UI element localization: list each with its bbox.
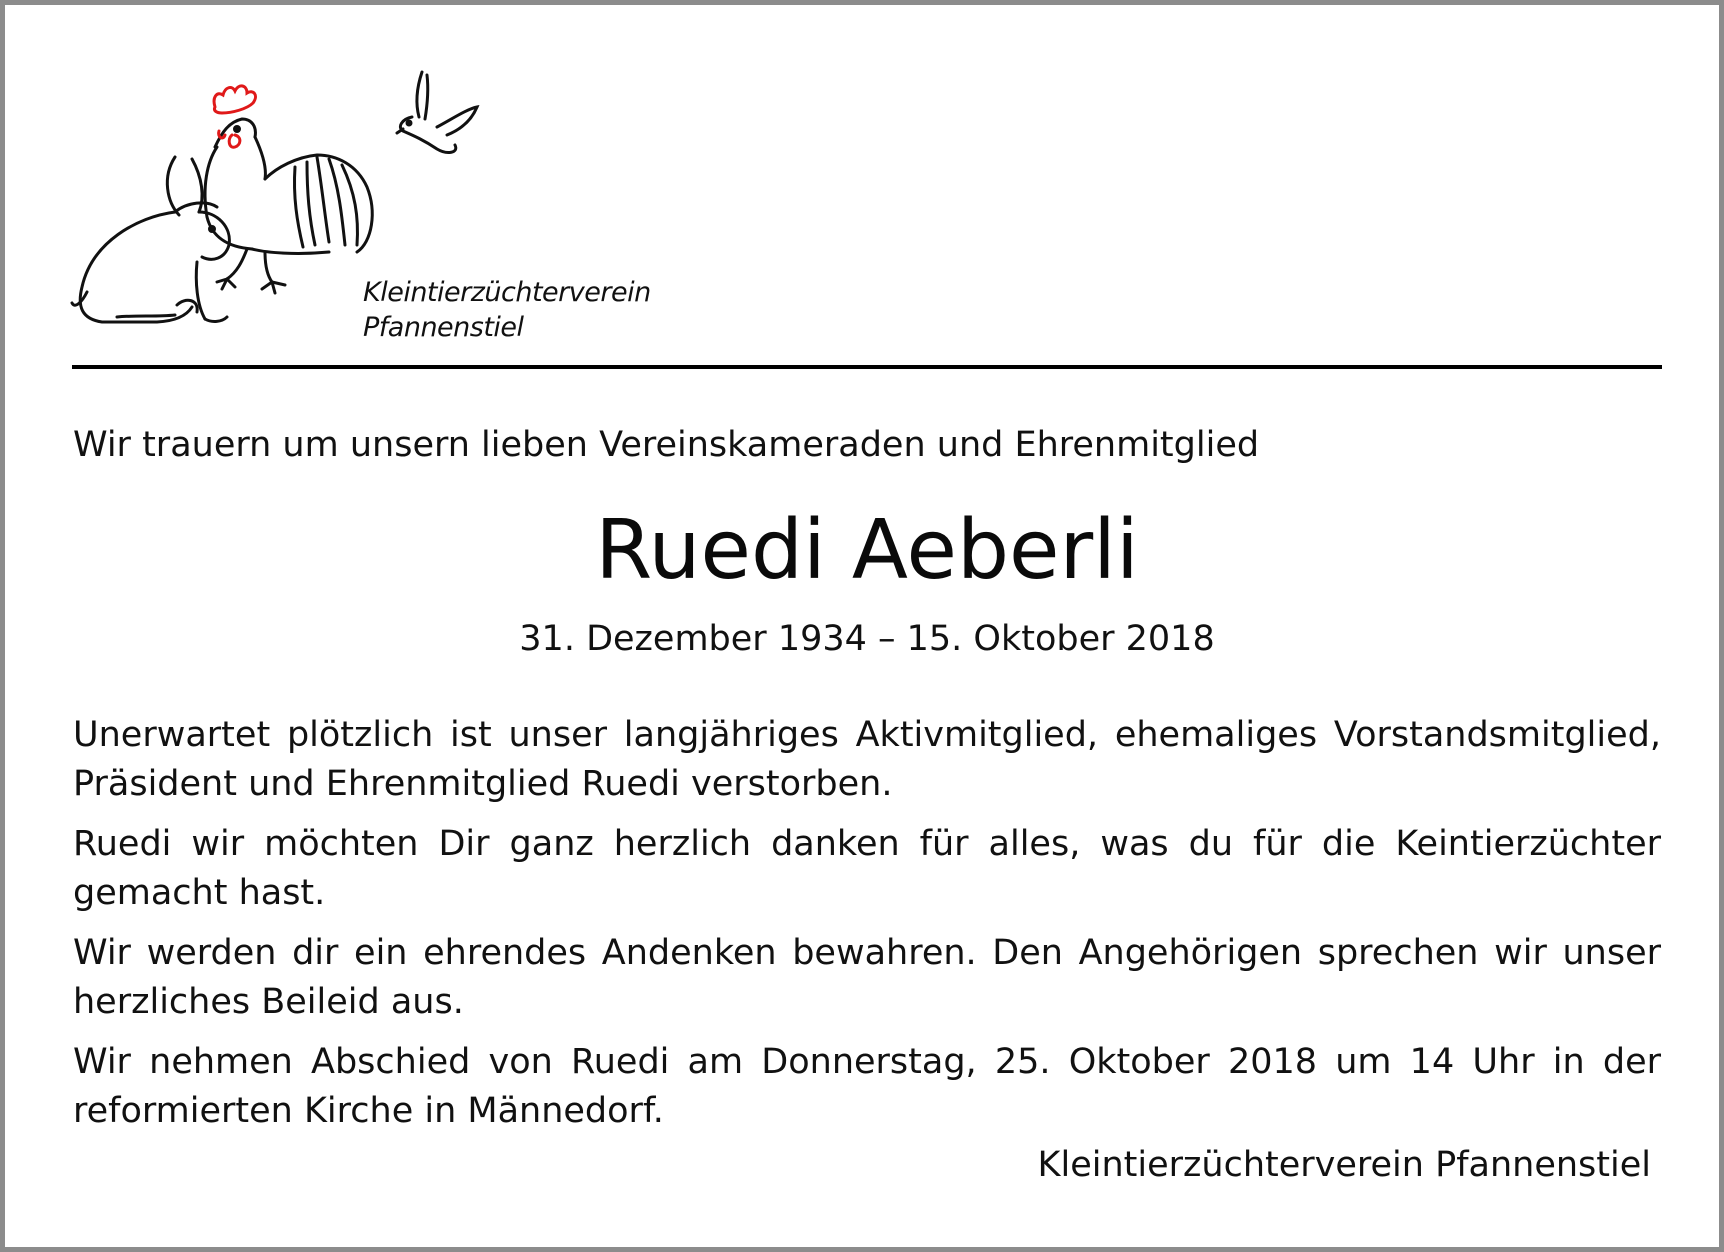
signature: Kleintierzüchterverein Pfannenstiel [1037,1145,1651,1185]
notice-body [73,711,1661,1147]
dove-icon [397,72,477,152]
header-divider [72,365,1662,369]
body-paragraph: Wir werden dir ein ehrendes Andenken bewahren. Den Angehörigen sprechen wir unser herzliches Beileid aus. [73,933,1661,1022]
body-paragraph: Ruedi wir möchten Dir ganz herzlich danken für alles, was du für die Keintierzüchter gemacht hast. [73,824,1661,913]
body-paragraph: Wir nehmen Abschied von Ruedi am Donnerstag, 25. Oktober 2018 um 14 Uhr in der reformierten Kirche in Männedorf. [73,1042,1661,1131]
rooster-comb-icon [214,86,255,147]
life-dates: 31. Dezember 1934 – 15. Oktober 2018 [519,619,1215,659]
body-paragraph: Unerwartet plötzlich ist unser langjähriges Aktivmitglied, ehemaliges Vorstandsmitglied, Präsident und Ehrenmitglied Ruedi verstorben. [73,715,1661,804]
club-logo [67,67,651,352]
logo-text-line1: Kleintierzüchterverein [363,277,651,308]
deceased-name: Ruedi Aeberli [595,503,1139,598]
logo-text-line2: Pfannenstiel [363,312,524,343]
intro-line: Wir trauern um unsern lieben Vereinskameraden und Ehrenmitglied [73,425,1260,465]
